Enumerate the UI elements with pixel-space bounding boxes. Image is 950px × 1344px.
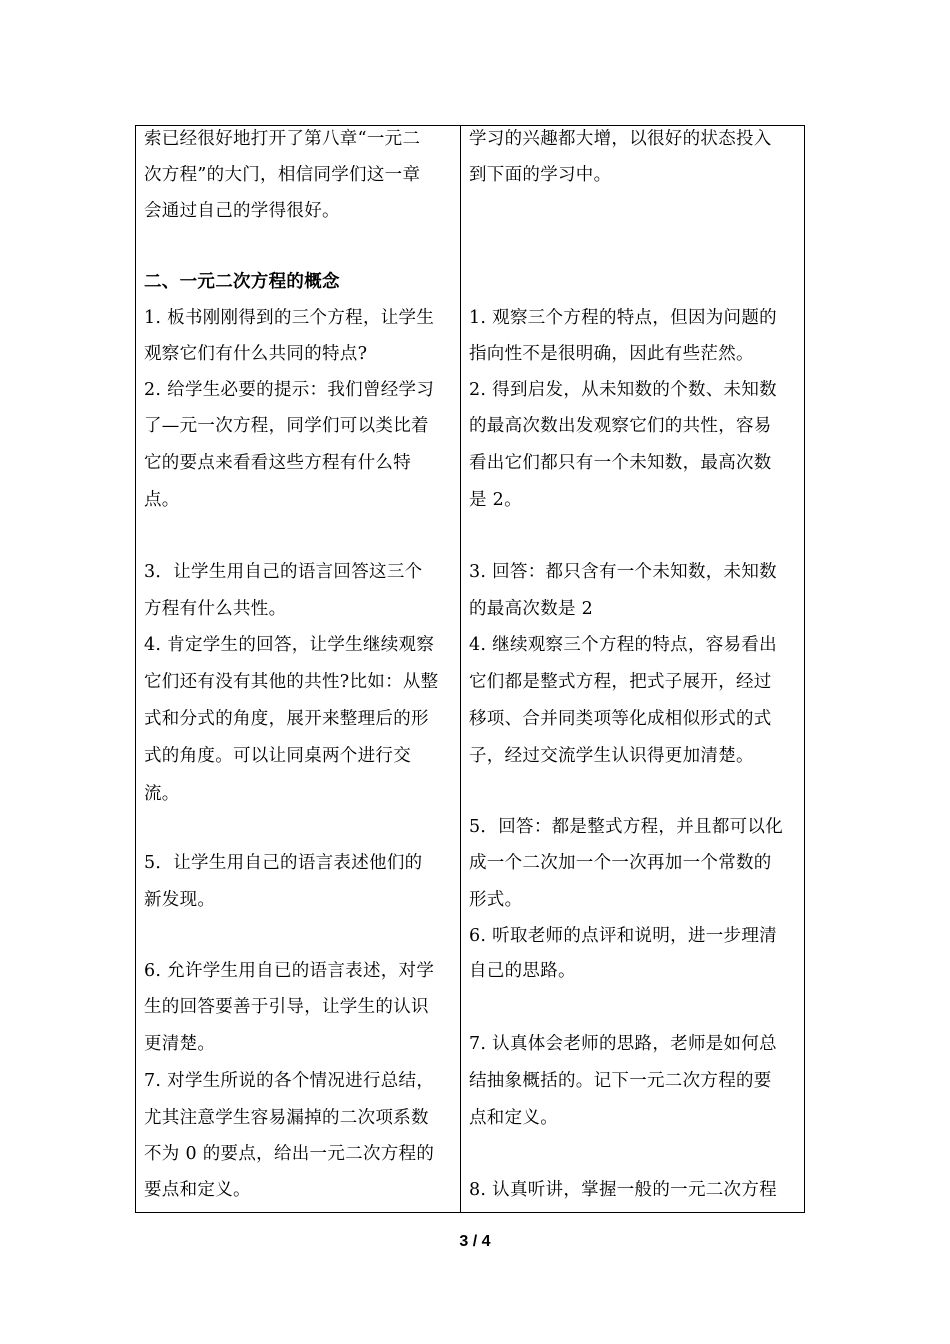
left-line: 式的角度。可以让同桌两个进行交 [144,746,411,766]
left-line: 方程有什么共性。 [144,599,287,619]
right-line: 子，经过交流学生认识得更加清楚。 [469,746,754,766]
right-line: 到下面的学习中。 [469,165,612,185]
left-line: 它们还有没有其他的共性?比如：从整 [144,672,439,692]
right-line: 是 2。 [469,490,522,510]
right-line: 1. 观察三个方程的特点，但因为问题的 [469,308,777,328]
right-line: 6. 听取老师的点评和说明，进一步理清 [469,926,777,946]
left-line: 1. 板书刚刚得到的三个方程，让学生 [144,308,435,328]
left-line: 4. 肯定学生的回答，让学生继续观察 [144,635,435,655]
left-line: 它的要点来看看这些方程有什么特 [144,453,411,473]
left-line: 次方程”的大门，相信同学们这一章 [144,165,421,185]
left-line: 式和分式的角度，展开来整理后的形 [144,709,429,729]
left-line: 2. 给学生必要的提示：我们曾经学习 [144,380,435,400]
left-line: 7. 对学生所说的各个情况进行总结， [144,1071,435,1091]
left-line: 索已经很好地打开了第八章“一元二 [144,129,421,149]
left-line: 3．让学生用自己的语言回答这三个 [144,562,423,582]
right-line: 形式。 [469,890,523,910]
page-number: 3 / 4 [459,1233,491,1250]
left-line: 新发现。 [144,890,216,910]
left-line: 观察它们有什么共同的特点? [144,344,368,364]
right-line: 的最高次数是 2 [469,599,594,619]
right-line: 指向性不是很明确，因此有些茫然。 [469,344,754,364]
right-line: 移项、合并同类项等化成相似形式的式 [469,709,772,729]
left-line: 更清楚。 [144,1034,216,1054]
right-line: 结抽象概括的。记下一元二次方程的要 [469,1071,772,1091]
right-line: 看出它们都只有一个未知数，最高次数 [469,453,772,473]
right-line: 成一个二次加一个一次再加一个常数的 [469,853,772,873]
left-line: 6. 允许学生用自已的语言表述，对学 [144,961,435,981]
section-heading: 二、一元二次方程的概念 [144,272,340,292]
left-line: 尤其注意学生容易漏掉的二次项系数 [144,1108,429,1128]
right-line: 它们都是整式方程，把式子展开，经过 [469,672,772,692]
right-line: 3. 回答：都只含有一个未知数，未知数 [469,562,777,582]
right-line: 学习的兴趣都大增，以很好的状态投入 [469,129,772,149]
left-line: 会通过自己的学得很好。 [144,201,340,221]
left-line: 要点和定义。 [144,1180,251,1200]
left-line: 5．让学生用自己的语言表述他们的 [144,853,423,873]
right-line: 自己的思路。 [469,961,576,981]
right-line: 7. 认真体会老师的思路，老师是如何总 [469,1034,777,1054]
right-line: 8. 认真听讲，掌握一般的一元二次方程 [469,1180,777,1200]
left-line: 生的回答要善于引导，让学生的认识 [144,997,429,1017]
left-line: 不为 0 的要点，给出一元二次方程的 [144,1144,435,1164]
left-line: 点。 [144,490,180,510]
left-line: 流。 [144,784,180,804]
right-line: 5．回答：都是整式方程，并且都可以化 [469,817,784,837]
right-line: 点和定义。 [469,1108,558,1128]
left-line: 了—元一次方程，同学们可以类比着 [144,416,429,436]
lesson-table [135,125,805,1213]
column-divider [460,126,461,1212]
right-line: 的最高次数出发观察它们的共性，容易 [469,416,772,436]
right-line: 2. 得到启发，从未知数的个数、未知数 [469,380,777,400]
right-line: 4. 继续观察三个方程的特点，容易看出 [469,635,777,655]
